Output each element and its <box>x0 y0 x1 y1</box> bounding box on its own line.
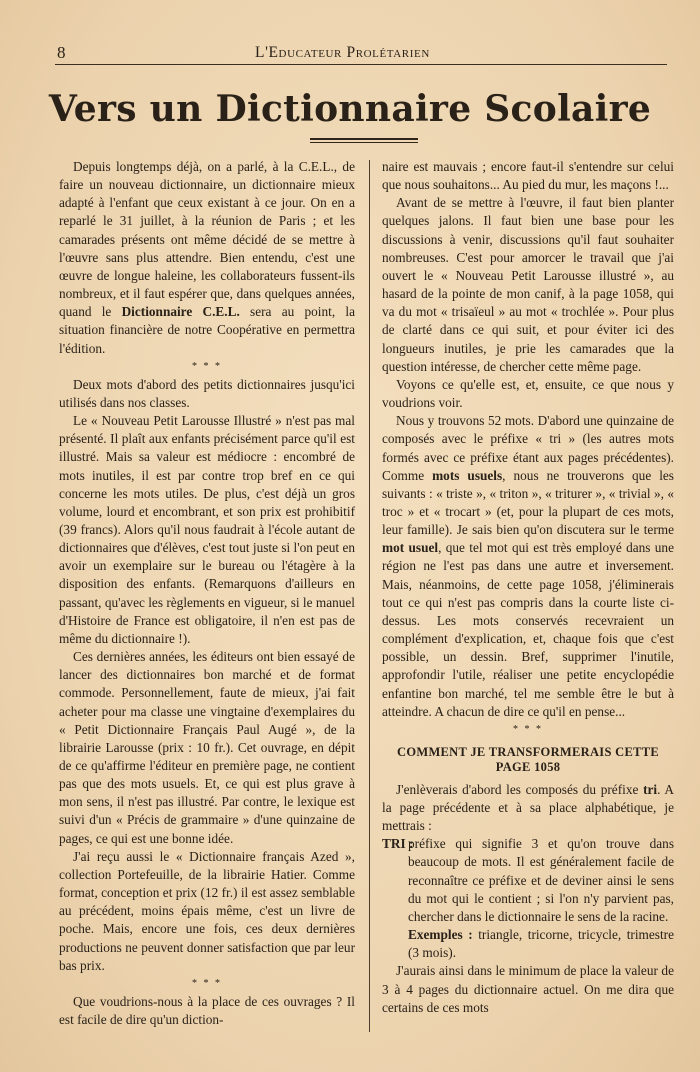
section-separator: * * * <box>192 977 222 989</box>
paragraph: Le « Nouveau Petit Larousse Illustré » n'est pas mal présenté. Il plaît aux enfants précisément parce qu'il est illustré. Mais sa valeur est médiocre : encombré de mots inutiles, il est par contre trop bref en ce qui concerne les mots utiles. De plus, c'est déjà un gros volume, lourd et encombrant, et son prix est prohibitif (39 francs). Alors qu'il nous faudrait à l'école autant de dictionnaires que d'élèves, c'est tout juste si l'on peut en avoir un exemplaire sur le bureau ou l'étagère à la disposition des enfants. (Remarquons d'ailleurs en passant, qu'avec les règlements en vigueur, si le manuel d'Histoire de France est obligatoire, il n'en est pas de même du dictionnaire !). <box>59 413 355 646</box>
left-column <box>59 158 355 1029</box>
paragraph-text: J'enlèverais d'abord les composés du préfixe <box>396 781 644 797</box>
examples-label: Exemples : <box>408 927 473 943</box>
paragraph-text: , nous ne trouverons que les suivants : « triste », « triton », « triturer », « trivial », « troc » et « trocart » (et, pour la plupart de ces mots, leur famille). Je sais bien qu'on discutera sur le terme <box>382 467 674 538</box>
paragraph: naire est mauvais ; encore faut-il s'entendre sur celui que nous souhaitons... Au pied du mur, les maçons !... <box>382 159 674 193</box>
paragraph: Avant de se mettre à l'œuvre, il faut bien planter quelques jalons. Il faut bien une base pour les discussions à venir, discussions qu'il faut souhaiter nombreuses. C'est pour amorcer le travail que j'ai ouvert le « Nouveau Petit Larousse illustré », au hasard de la pointe de mon canif, à la page 1058, qui va du mot « trisaïeul » au mot « trochlée ». Pour plus de clarté dans ce qui suit, et pour éviter ici des longueurs inutiles, je prie les camarades que la question intéresse, de chercher cette même page. <box>382 195 674 374</box>
paragraph-text: sera au point, la situation financière de notre Coopérative en permettra l'édition. <box>59 304 355 356</box>
paragraph: Que voudrions-nous à la place de ces ouvrages ? Il est facile de dire qu'un diction- <box>59 993 355 1028</box>
journal-title: L'Educateur Prolétarien <box>255 44 430 61</box>
paragraph: Ces dernières années, les éditeurs ont bien essayé de lancer des dictionnaires bon marché et de format commode. Personnellement, faute de mieux, j'ai fait acheter pour ma classe une vingtaine d'exemplaires du « Petit Dictionnaire Français Paul Augé », de la librairie Larousse (prix : 10 fr.). Cet ouvrage, en dépit de ce qu'affirme l'éditeur en première page, ne contient pas que des mots usuels. Et, ce qui est plus grave à mon sens, il n'est pas illustré. Par contre, le lexique est suivi d'un « Précis de grammaire » d'une quinzaine de pages, ce qui est une bonne idée. <box>59 649 355 846</box>
title-underline <box>310 138 418 140</box>
paragraph-text: . A la page précédente et à sa place alphabétique, je mettrais : <box>382 781 674 834</box>
paragraph: J'aurais ainsi dans le minimum de place la valeur de 3 à 4 pages du dictionnaire actuel. On me dira que certains de ces mots <box>382 963 674 1015</box>
examples-line <box>382 926 674 962</box>
subheading: COMMENT JE TRANSFORMERAIS CETTE PAGE 1058 <box>397 744 659 774</box>
article-title: Vers un Dictionnaire Scolaire <box>48 88 652 130</box>
column-divider <box>369 160 370 1032</box>
bold-term: Dictionnaire C.E.L. <box>121 304 240 320</box>
paragraph <box>382 781 674 835</box>
examples-text: triangle, tricorne, tricycle, trimestre (3 mois). <box>408 927 674 961</box>
bold-term: mots usuels <box>432 467 503 483</box>
title-underline-thin <box>310 142 418 143</box>
bold-term: mot usuel <box>382 540 439 556</box>
paragraph <box>59 158 355 358</box>
paragraph-text: Nous y trouvons 52 mots. D'abord une quinzaine de composés avec le préfixe « tri » (les autres mots formés avec ce préfixe étant aux pages précédentes). Comme <box>382 413 674 483</box>
paragraph: Deux mots d'abord des petits dictionnaires jusqu'ici utilisés dans nos classes. <box>59 376 355 410</box>
definition-term: TRI : <box>382 836 414 852</box>
paragraph <box>382 412 674 721</box>
paragraph: J'ai reçu aussi le « Dictionnaire français Azed », collection Portefeuille, de la librairie Hatier. Comme format, conception et prix (12 fr.) il est assez semblable au précédent, moins épais même, c'est un livre de poche. Mais, encore une fois, ces deux dernières productions ne peuvent donner satisfaction que par leur bas prix. <box>59 848 355 973</box>
definition-text: préfixe qui signifie 3 et qu'on trouve dans beaucoup de mots. Il est généralement facile de reconnaître ce préfixe et de deviner ainsi le sens du mot qui le contient ; si l'on n'y parvient pas, chercher dans le dictionnaire le sens de la racine. <box>408 836 674 924</box>
page-number: 8 <box>57 43 66 62</box>
bold-term: tri <box>643 781 658 797</box>
right-column <box>382 158 674 1017</box>
paragraph-text: , que tel mot qui est très employé dans une région ne l'est pas dans une autre et inversement. Mais, néanmoins, de cette page 1058, j'éliminerais tout ce qui n'est pas compris dans la courte liste ci-dessus. Les mots conservés recevraient un complément d'explication, et, chaque fois que c'est possible, un dessin. Bref, supprimer l'inutile, approfondir l'utile, réaliser une petite encyclopédie enfantine bon marché, tel me semble être le but à atteindre. A chacun de dire ce qu'il en pense... <box>382 540 674 719</box>
section-separator: * * * <box>192 360 222 372</box>
paragraph-text: Depuis longtemps déjà, on a parlé, à la C.E.L., de faire un nouveau dictionnaire, un dictionnaire mieux adapté à l'enfant que ceux existant à ce jour. On en a reparlé le 31 juillet, à la réunion de Paris ; et les camarades présents ont même décidé de se mettre à l'œuvre sans plus attendre. Bien entendu, c'est une œuvre de longue haleine, les collaborateurs fussent-ils nombreux, et il faut espérer que, dans quelques années, quand le <box>59 159 355 320</box>
section-separator: * * * <box>513 723 543 735</box>
definition-entry <box>382 835 674 926</box>
paragraph: Voyons ce qu'elle est, et, ensuite, ce que nous y voudrions voir. <box>382 376 674 411</box>
running-header <box>55 40 667 65</box>
